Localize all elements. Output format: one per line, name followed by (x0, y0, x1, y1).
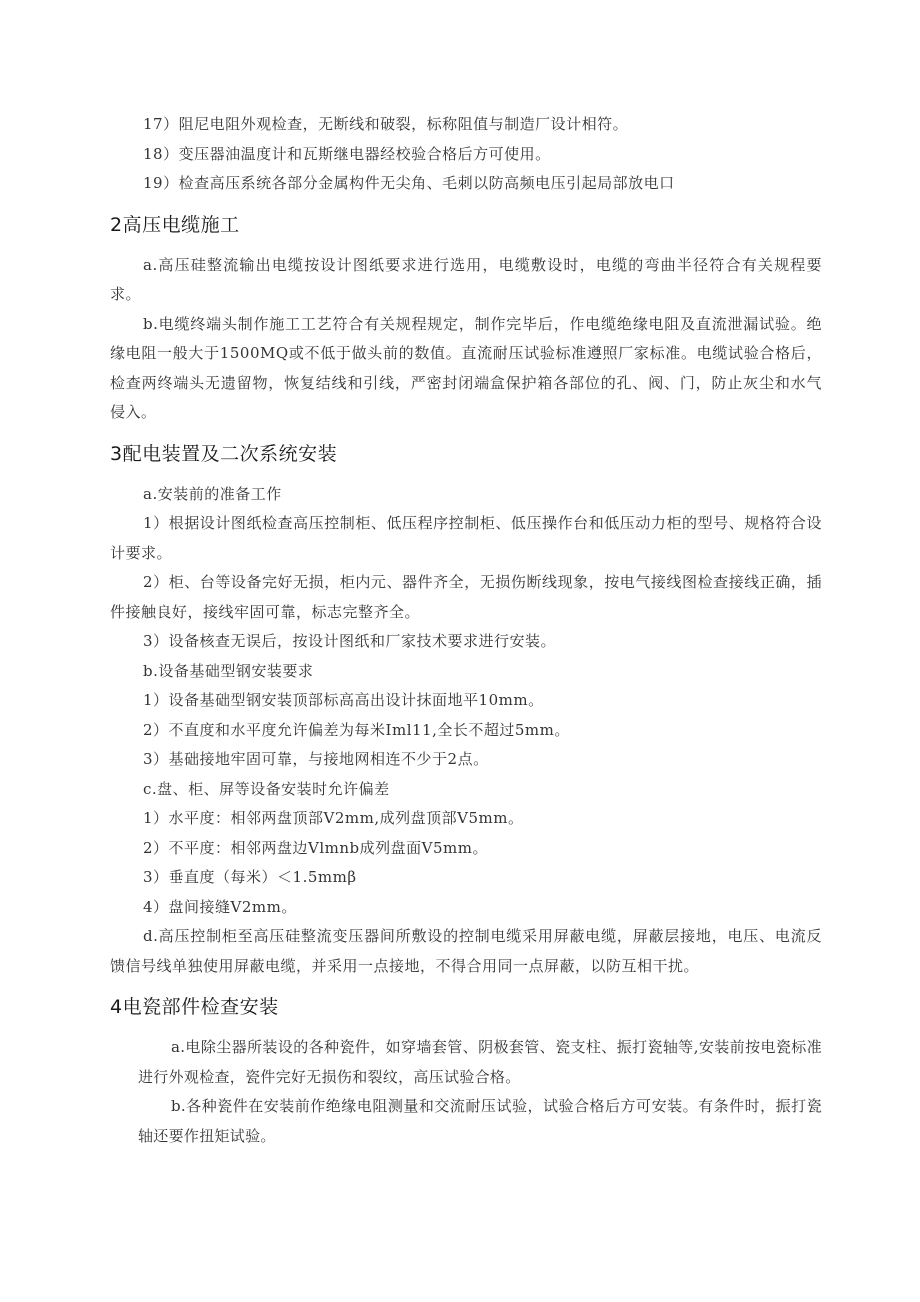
section-heading-3: 3配电装置及二次系统安装 (110, 442, 338, 465)
paragraph: b.设备基础型钢安装要求 (143, 661, 314, 680)
paragraph: 2）不直度和水平度允许偏差为每米Iml11,全长不超过5mm。 (143, 720, 570, 739)
paragraph: 1）水平度：相邻两盘顶部V2mm,成列盘顶部V5mm。 (143, 809, 524, 827)
paragraph: 2）不平度：相邻两盘边Vlmnb成列盘面V5mm。 (143, 838, 488, 857)
paragraph: b.电缆终端头制作施工工艺符合有关规程规定，制作完毕后，作电缆绝缘电阻及直流泄漏试验。绝缘电阻一般大于1500MQ或不低于做头前的数值。直流耐压试验标准遵照厂家标准。电缆试验合格后，检查两终端头无遗留物，恢复结线和引线，严密封闭端盒保护箱各部位的孔、阀、门，防止灰尘和水气侵入。 (110, 314, 822, 421)
paragraph: 3）设备核查无误后，按设计图纸和厂家技术要求进行安装。 (143, 632, 557, 650)
paragraph: b.各种瓷件在安装前作绝缘电阻测量和交流耐压试验，试验合格后方可安装。有条件时，振打瓷轴还要作扭矩试验。 (138, 1097, 822, 1145)
section-heading-4: 4电瓷部件检查安装 (110, 996, 279, 1018)
list-item: 18）变压器油温度计和瓦斯继电器经校验合格后方可使用。 (143, 144, 551, 163)
section-4-body (110, 1033, 822, 1151)
paragraph: c.盘、柜、屏等设备安装时允许偏差 (143, 779, 390, 798)
intro-list (110, 110, 822, 199)
section-heading-2: 2高压电缆施工 (110, 213, 240, 236)
list-item: 17）阻尼电阻外观检查，无断线和破裂，标称阻值与制造厂设计相符。 (143, 115, 629, 133)
paragraph: 2）柜、台等设备完好无损，柜内元、器件齐全，无损伤断线现象，按电气接线图检查接线正确，插件接触良好，接线牢固可靠，标志完整齐全。 (110, 573, 822, 621)
paragraph: 1）根据设计图纸检查高压控制柜、低压程序控制柜、低压操作台和低压动力柜的型号、规格符合设计要求。 (110, 514, 822, 562)
paragraph: a.高压硅整流输出电缆按设计图纸要求进行选用，电缆敷设时，电缆的弯曲半径符合有关规程要求。 (110, 255, 822, 303)
paragraph: d.高压控制柜至高压硅整流变压器间所敷设的控制电缆采用屏蔽电缆，屏蔽层接地，电压、电流反馈信号线单独使用屏蔽电缆，并采用一点接地，不得合用同一点屏蔽，以防互相干扰。 (110, 927, 822, 975)
list-item: 19）检查高压系统各部分金属构件无尖角、毛刺以防高频电压引起局部放电口 (143, 174, 675, 192)
paragraph: 3）基础接地牢固可靠，与接地网相连不少于2点。 (143, 750, 489, 768)
paragraph: a.电除尘器所装设的各种瓷件，如穿墙套管、阴极套管、瓷支柱、振打瓷轴等,安装前按电瓷标准进行外观检查，瓷件完好无损伤和裂纹，高压试验合格。 (138, 1038, 822, 1086)
paragraph: a.安装前的准备工作 (143, 484, 282, 503)
section-3-body (110, 480, 822, 982)
paragraph: 4）盘间接缝V2mm。 (143, 897, 297, 916)
section-2-body (110, 251, 822, 428)
paragraph: 3）垂直度（每米）＜1.5mmβ (143, 868, 357, 886)
paragraph: 1）设备基础型钢安装顶部标高高出设计抹面地平10mm。 (143, 691, 544, 709)
document-body (110, 110, 822, 1151)
